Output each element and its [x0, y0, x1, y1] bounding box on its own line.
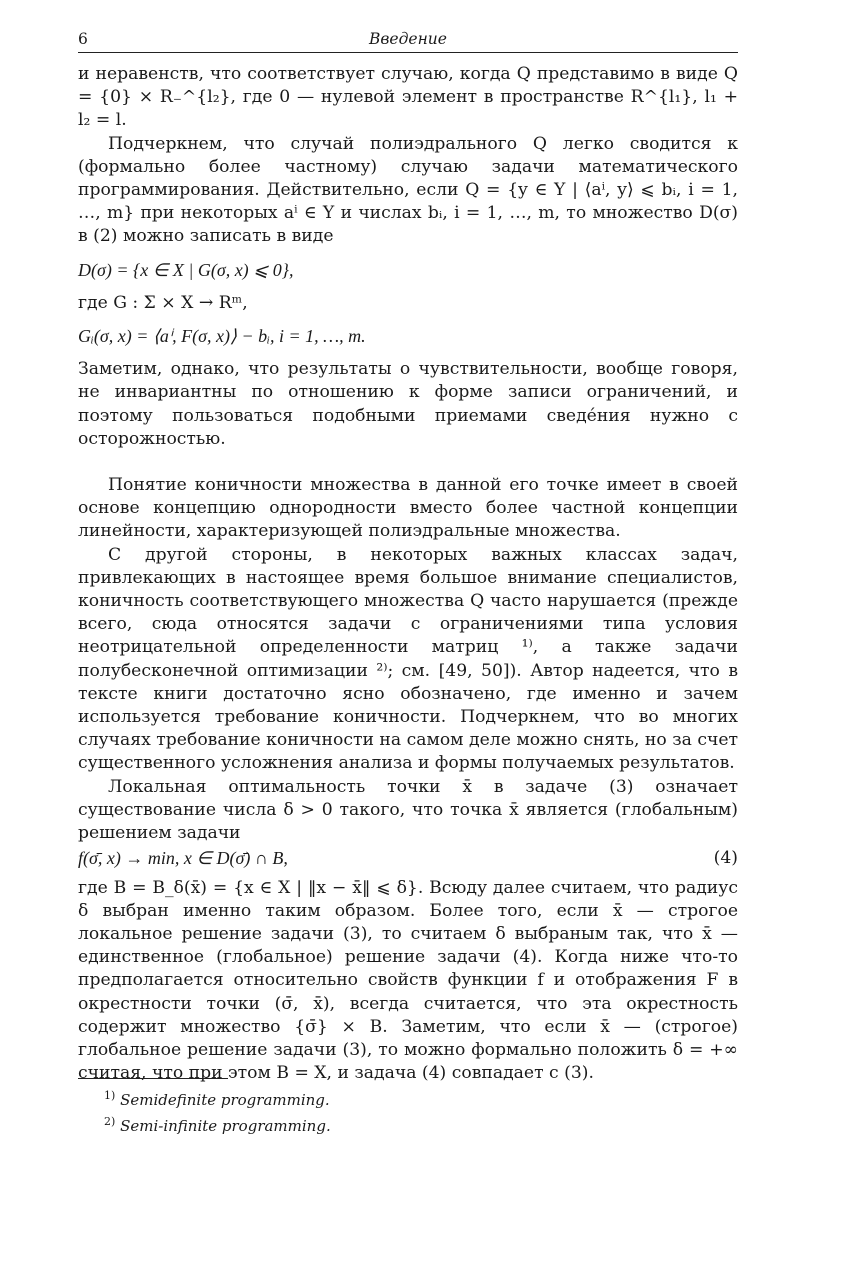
page-number: 6	[78, 30, 88, 48]
footnote-1-mark: 1)	[104, 1089, 116, 1102]
formula-g-i: Gᵢ(σ, x) = ⟨aⁱ, F(σ, x)⟩ − bᵢ, i = 1, …, m.	[78, 326, 366, 347]
footnote-2	[78, 1111, 738, 1137]
footnotes	[78, 1078, 738, 1137]
footnote-2-mark: 2)	[104, 1115, 116, 1128]
paragraph-7: Локальная оптимальность точки x̄ в задаче (3) означает существование числа δ > 0 такого, что точка x̄ является (глобальным) решением задачи	[78, 776, 738, 844]
paragraph-4: Заметим, однако, что результаты о чувствительности, вообще говоря, не инвариантны по отношению к форме записи ограничений, и поэтому пользоваться подобными приемами сведе́ния нужно с осторожностью.	[78, 359, 738, 449]
formula-problem-4-expr: f(σ̄, x) → min, x ∈ D(σ̄) ∩ B,	[78, 848, 288, 869]
paragraph-2: Подчеркнем, что случай полиэдрального Q легко сводится к (формально более частному) случаю задачи математического программирования. Действительно, если Q = {y ∈ Y | ⟨aⁱ, y⟩ ⩽ bᵢ, i = 1, …, m} при некоторых aⁱ ∈ Y и числах bᵢ, i = 1, …, m, то множество D(σ) в (2) можно записать в виде	[78, 133, 738, 247]
paragraph-6: С другой стороны, в некоторых важных классах задач, привлекающих в настоящее время большое внимание специалистов, коничность соответствующего множества Q часто нарушается (прежде всего, сюда относятся задачи с ограничениями типа условия неотрицательной определенности матриц ¹⁾, а также задачи полубесконечной оптимизации ²⁾; см. [49, 50]). Автор надеется, что в тексте книги достаточно ясно обозначено, где именно и зачем используется требование коничности. Подчеркнем, что во многих случаях требование коничности на самом деле можно снять, но за счет существенного усложнения анализа и формы получаемых результатов.	[78, 544, 738, 774]
footnote-rule	[78, 1078, 228, 1079]
footnote-2-text: Semi-infinite programming.	[120, 1117, 331, 1135]
footnote-1	[78, 1085, 738, 1111]
page	[78, 28, 738, 1085]
paragraph-8: где B = B_δ(x̄) = {x ∈ X | ‖x − x̄‖ ⩽ δ}. Всюду далее считаем, что радиус δ выбран именно таким образом. Более того, если x̄ — строгое локальное решение задачи (3), то считаем δ выбраным так, что x̄ — единственное (глобальное) решение задачи (4). Когда ниже что-то предполагается относительно свойств функции f и отображения F в окрестности точки (σ̄, x̄), всегда считается, что эта окрестность содержит множество {σ̄} × B. Заметим, что если x̄ — (строгое) глобальное решение задачи (3), то можно формально положить δ = +∞ считая, что при этом B = X, и задача (4) совпадает с (3).	[78, 877, 738, 1084]
running-title: Введение	[369, 30, 447, 48]
section-gap	[78, 451, 738, 474]
footnote-1-text: Semidefinite programming.	[120, 1091, 330, 1109]
paragraph-3: где G : Σ × X → Rᵐ,	[78, 292, 248, 313]
formula-d-sigma: D(σ) = {x ∈ X | G(σ, x) ⩽ 0},	[78, 259, 294, 280]
running-header	[78, 28, 738, 53]
formula-problem-4	[78, 847, 738, 870]
paragraph-5: Понятие коничности множества в данной его точке имеет в своей основе концепцию однородности вместо более частной концепции линейности, характеризующей полиэдральные множества.	[78, 475, 738, 542]
main-text	[78, 63, 738, 1085]
equation-number: (4)	[713, 848, 738, 869]
paragraph-1: и неравенств, что соответствует случаю, когда Q представимо в виде Q = {0} × R₋^{l₂}, где 0 — нулевой элемент в пространстве R^{l₁}, l₁ + l₂ = l.	[78, 64, 738, 131]
